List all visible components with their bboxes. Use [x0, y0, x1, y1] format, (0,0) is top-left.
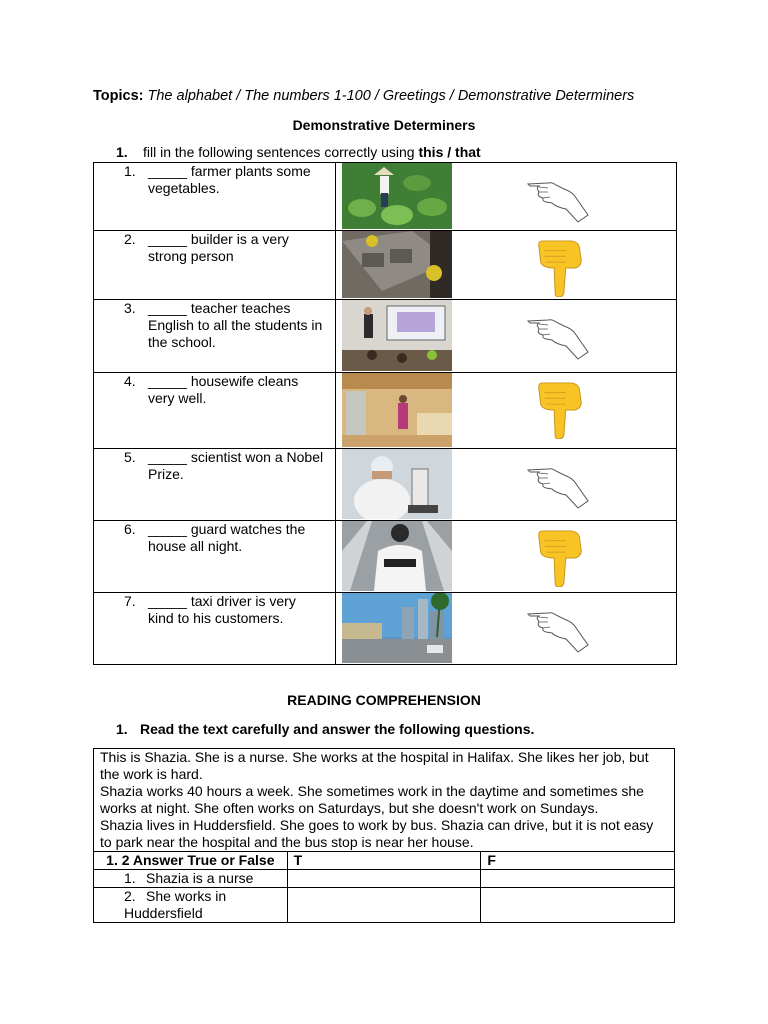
classroom-photo	[342, 300, 452, 371]
question-text: She works in Huddersfield	[124, 888, 227, 921]
question-row	[94, 888, 288, 923]
reading-instruction-number: 1.	[116, 721, 128, 737]
section-title-determiners: Demonstrative Determiners	[292, 117, 476, 133]
question-row	[94, 870, 288, 888]
sentence-cell	[94, 300, 336, 373]
sentence-cell	[94, 231, 336, 300]
determiner-row	[94, 300, 677, 373]
passage-paragraph: Shazia works 40 hours a week. She sometimes work in the daytime and sometimes she works at night. She often works on Saturdays, but she doesn't work on Sundays.	[100, 783, 644, 816]
farmer-photo	[342, 163, 452, 229]
image-cell	[336, 231, 677, 300]
sentence-cell	[94, 521, 336, 593]
builder-photo	[342, 231, 452, 298]
sentence-cell	[94, 449, 336, 521]
determiner-row	[94, 163, 677, 231]
sentence	[94, 231, 335, 265]
sentence-text: _____ housewife cleans very well.	[148, 373, 299, 406]
image-cell	[336, 449, 677, 521]
image-cell	[336, 593, 677, 665]
sentence	[94, 373, 335, 407]
city-street-photo	[342, 593, 452, 663]
image-cell	[336, 521, 677, 593]
sentence-cell	[94, 373, 336, 449]
sentence-number: 2.	[124, 231, 136, 247]
instruction-text: fill in the following sentences correctly using	[143, 144, 419, 160]
determiner-row	[94, 231, 677, 300]
pointing-hand-outline-icon	[526, 175, 592, 223]
sentence-text: _____ farmer plants some vegetables.	[148, 163, 311, 196]
sentence-number: 3.	[124, 300, 136, 316]
reading-passage	[94, 749, 675, 852]
sentence	[94, 449, 335, 483]
sentence	[94, 593, 335, 627]
passage-paragraph: Shazia lives in Huddersfield. She goes to work by bus. Shazia can drive, but it is not easy to park near the hospital and the bus stop is near her house.	[100, 817, 654, 850]
pointing-hand-outline-icon	[526, 461, 592, 509]
pointing-hand-yellow-icon	[526, 239, 592, 297]
determiner-row	[94, 373, 677, 449]
image-cell	[336, 373, 677, 449]
pointing-hand-yellow-icon	[526, 381, 592, 439]
instruction-number: 1.	[116, 144, 128, 160]
pointing-hand-outline-icon	[526, 605, 592, 653]
section-title-reading: READING COMPREHENSION	[287, 692, 481, 708]
sentence-text: _____ taxi driver is very kind to his customers.	[148, 593, 296, 626]
determiner-row	[94, 593, 677, 665]
topics-line	[93, 88, 634, 104]
sentence-number: 5.	[124, 449, 136, 465]
true-false-header: 1. 2 Answer True or False	[94, 852, 288, 870]
determiners-instruction	[116, 144, 481, 160]
sentence-text: _____ teacher teaches English to all the students in the school.	[148, 300, 323, 350]
image-cell	[336, 300, 677, 373]
sentence-number: 7.	[124, 593, 136, 609]
question-number: 1.	[124, 870, 136, 886]
question-text: Shazia is a nurse	[146, 870, 254, 886]
sentence-text: _____ builder is a very strong person	[148, 231, 289, 264]
topics-label: Topics:	[93, 88, 144, 104]
passage-paragraph: This is Shazia. She is a nurse. She works at the hospital in Halifax. She likes her job, but the work is hard.	[100, 749, 649, 782]
determiner-row	[94, 449, 677, 521]
true-answer-cell[interactable]	[287, 888, 481, 923]
sentence-number: 4.	[124, 373, 136, 389]
false-answer-cell[interactable]	[481, 888, 675, 923]
sentence-number: 6.	[124, 521, 136, 537]
false-answer-cell[interactable]	[481, 870, 675, 888]
question-number: 2.	[124, 888, 136, 904]
reading-instruction	[116, 721, 534, 737]
sentence	[94, 521, 335, 555]
reading-instruction-text: Read the text carefully and answer the following questions.	[140, 721, 535, 737]
topics-value: The alphabet / The numbers 1-100 / Greetings / Demonstrative Determiners	[147, 88, 635, 104]
sentence	[94, 163, 335, 197]
sentence-number: 1.	[124, 163, 136, 179]
sentence-cell	[94, 163, 336, 231]
determiners-table	[93, 162, 677, 665]
pointing-hand-yellow-icon	[526, 529, 592, 587]
pointing-hand-outline-icon	[526, 312, 592, 360]
kitchen-photo	[342, 373, 452, 447]
image-cell	[336, 163, 677, 231]
sentence-text: _____ guard watches the house all night.	[148, 521, 306, 554]
false-column-header: F	[481, 852, 675, 870]
sentence-text: _____ scientist won a Nobel Prize.	[148, 449, 324, 482]
true-answer-cell[interactable]	[287, 870, 481, 888]
sentence-cell	[94, 593, 336, 665]
true-column-header: T	[287, 852, 481, 870]
sentence	[94, 300, 335, 351]
scientist-photo	[342, 449, 452, 519]
instruction-keywords: this / that	[418, 144, 481, 160]
reading-table	[93, 748, 675, 923]
security-guard-photo	[342, 521, 452, 591]
determiner-row	[94, 521, 677, 593]
